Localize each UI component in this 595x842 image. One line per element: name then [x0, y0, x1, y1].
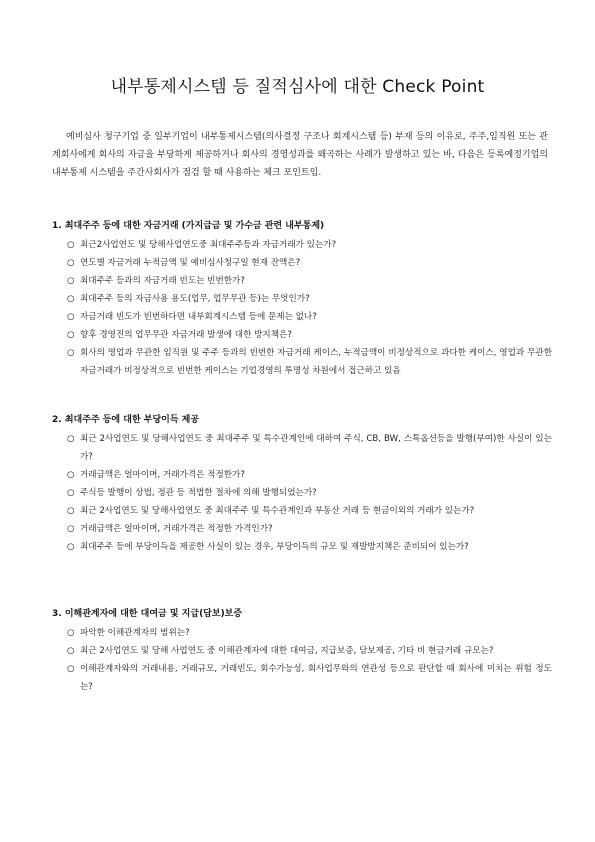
checklist-item	[52, 308, 552, 326]
section-heading: 3. 이해관계자에 대한 대여금 및 지급(담보)보증	[52, 609, 243, 619]
section-heading: 2. 최대주주 등에 대한 부당이득 제공	[52, 415, 200, 425]
item-text: 최대주주 등에 부당이득을 제공한 사실이 있는 경우, 부당이득의 규모 및 재발방지책은 준비되어 있는가?	[80, 542, 469, 552]
item-text: 이해관계자와의 거래내용, 거래규모, 거래빈도, 회수가능성, 회사업무와의 연관성 등으로 판단할 때 회사에 미치는 위험 정도는?	[80, 664, 552, 692]
bullet-circle-icon: ○	[67, 524, 75, 534]
checklist-item	[52, 502, 552, 520]
checklist-item	[52, 254, 552, 272]
checklist-item	[52, 430, 552, 466]
bullet-circle-icon: ○	[67, 240, 75, 250]
bullet-circle-icon: ○	[67, 488, 75, 498]
checklist	[52, 430, 552, 556]
bullet-circle-icon: ○	[67, 542, 75, 552]
section-2	[52, 412, 552, 556]
item-text: 거래금액은 얼마이며, 거래가격은 적정한 가격인가?	[80, 524, 273, 534]
item-text: 자금거래 빈도가 빈번하다면 내부회계시스템 등에 문제는 없나?	[80, 312, 317, 322]
bullet-circle-icon: ○	[67, 258, 75, 268]
item-text: 파악한 이해관계자의 범위는?	[80, 628, 190, 638]
bullet-circle-icon: ○	[67, 664, 75, 674]
checklist-item	[52, 520, 552, 538]
bullet-circle-icon: ○	[67, 330, 75, 340]
section-3	[52, 606, 552, 696]
bullet-circle-icon: ○	[67, 348, 75, 358]
item-text: 최대주주 등과의 자금거래 빈도는 빈번한가?	[80, 276, 245, 286]
checklist-item	[52, 290, 552, 308]
checklist	[52, 624, 552, 696]
item-text: 최근 2사업연도 및 당해 사업연도 중 이해관계자에 대한 대여금, 지급보증, 담보제공, 기타 비 현금거래 규모는?	[80, 646, 494, 656]
checklist-item	[52, 326, 552, 344]
item-text: 최근2사업연도 및 당해사업연도중 최대주주등과 자금거래가 있는가?	[80, 240, 337, 250]
item-text: 거래금액은 얼마이며, 거래가격은 적정한가?	[80, 470, 245, 480]
checklist	[52, 236, 552, 380]
checklist-item	[52, 272, 552, 290]
bullet-circle-icon: ○	[67, 470, 75, 480]
bullet-circle-icon: ○	[67, 276, 75, 286]
checklist-item	[52, 236, 552, 254]
page-title: 내부통제시스템 등 질적심사에 대한 Check Point	[110, 77, 485, 97]
checklist-item	[52, 538, 552, 556]
item-text: 최근 2사업연도 및 당해사업연도 중 최대주주 및 특수관계인에 대하여 주식, CB, BW, 스톡옵션등을 발행(부여)한 사실이 있는가?	[80, 434, 552, 462]
section-heading: 1. 최대주주 등에 대한 자금거래 (가지급금 및 가수금 관련 내부통제)	[52, 221, 325, 231]
item-text: 회사의 영업과 무관한 임직원 및 주주 등과의 빈번한 자금거래 케이스, 누적금액이 비정상적으로 과다한 케이스, 영업과 무관한 자금거래가 비정상적으로 빈번한 케이스는 기업경영의 투명성 차원에서 접근하고 있음	[80, 348, 552, 376]
bullet-circle-icon: ○	[67, 628, 75, 638]
checklist-item	[52, 624, 552, 642]
bullet-circle-icon: ○	[67, 434, 75, 444]
item-text: 주식등 발행이 상법, 정관 등 적법한 절차에 의해 발행되었는가?	[80, 488, 317, 498]
item-text: 향후 경영진의 업무무관 자금거래 발생에 대한 방지책은?	[80, 330, 292, 340]
bullet-circle-icon: ○	[67, 312, 75, 322]
item-text: 연도별 자금거래 누적금액 및 예비심사청구일 현재 잔액은?	[80, 258, 301, 268]
section-1	[52, 218, 552, 380]
bullet-circle-icon: ○	[67, 294, 75, 304]
checklist-item	[52, 484, 552, 502]
checklist-item	[52, 466, 552, 484]
intro-paragraph: 예비심사 청구기업 중 일부기업이 내부통제시스템(의사결정 구조나 회계시스템 등) 부재 등의 이유로, 주주,임직원 또는 관계회사에게 회사의 자금을 부당하게 제공하거나 회사의 경영성과를 왜곡하는 사례가 발생하고 있는 바, 다음은 등록예정기업의 내부통제 시스템을 주간사회사가 점검 할 때 사용하는 체크 포인트임.	[52, 132, 548, 178]
checklist-item	[52, 344, 552, 380]
bullet-circle-icon: ○	[67, 646, 75, 656]
item-text: 최근 2사업연도 및 당해사업연도 중 최대주주 및 특수관계인과 부동산 거래 등 현금이외의 거래가 있는가?	[80, 506, 475, 516]
item-text: 최대주주 등의 자금사용 용도(업무, 업무무관 등)는 무엇인가?	[80, 294, 310, 304]
checklist-item	[52, 642, 552, 660]
bullet-circle-icon: ○	[67, 506, 75, 516]
checklist-item	[52, 660, 552, 696]
